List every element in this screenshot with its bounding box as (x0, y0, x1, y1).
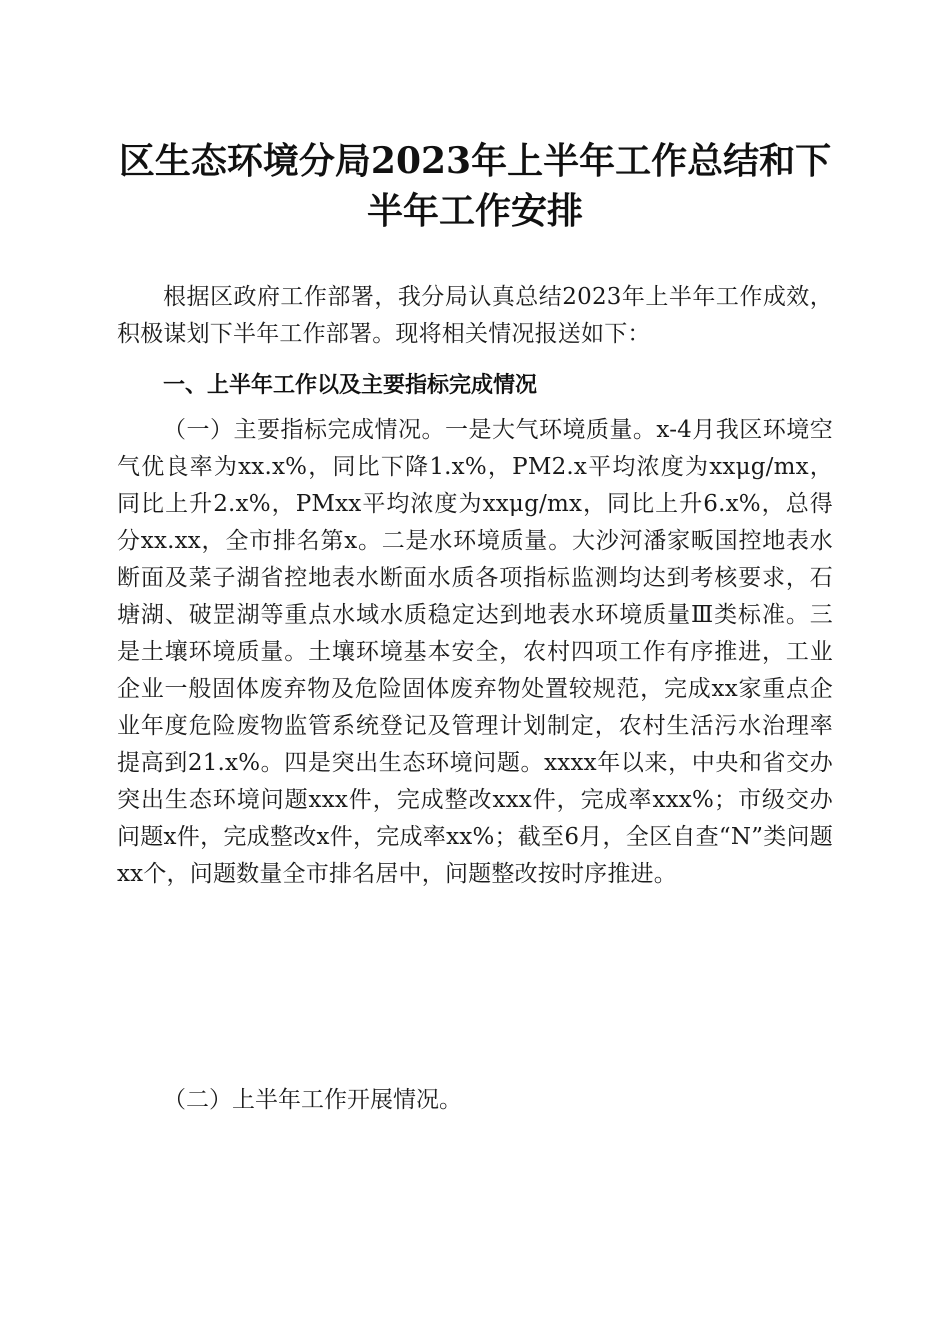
section-1-heading: 一、上半年工作以及主要指标完成情况 (163, 373, 538, 398)
subsection-1-paragraph: （一）主要指标完成情况。一是大气环境质量。x-4月我区环境空气优良率为xx.x%，同比下降1.x%，PM2.x平均浓度为xxμg/mx，同比上升2.x%，PMxx平均浓度为xxμg/mx，同比上升6.x%，总得分xx.xx，全市排名第x。二是水环境质量。大沙河潘家畈国控地表水断面及菜子湖省控地表水断面水质各项指标监测均达到考核要求，石塘湖、破罡湖等重点水域水质稳定达到地表水环境质量Ⅲ类标准。三是土壤环境质量。土壤环境基本安全，农村四项工作有序推进，工业企业一般固体废弃物及危险固体废弃物处置较规范，完成xx家重点企业年度危险废物监管系统登记及管理计划制定，农村生活污水治理率提高到21.x%。四是突出生态环境问题。xxxx年以来，中央和省交办突出生态环境问题xxx件，完成整改xxx件，完成率xxx%；市级交办问题x件，完成整改x件，完成率xx%；截至6月，全区自查“N”类问题xx个，问题数量全市排名居中，问题整改按时序推进。 (117, 417, 833, 887)
intro-paragraph: 根据区政府工作部署，我分局认真总结2023年上半年工作成效，积极谋划下半年工作部署。现将相关情况报送如下： (117, 284, 833, 347)
subsection-2-heading: （二）上半年工作开展情况。 (163, 1087, 462, 1113)
document-title-line-2: 半年工作安排 (366, 190, 583, 232)
document-title-line-1: 区生态环境分局2023年上半年工作总结和下 (118, 140, 832, 182)
